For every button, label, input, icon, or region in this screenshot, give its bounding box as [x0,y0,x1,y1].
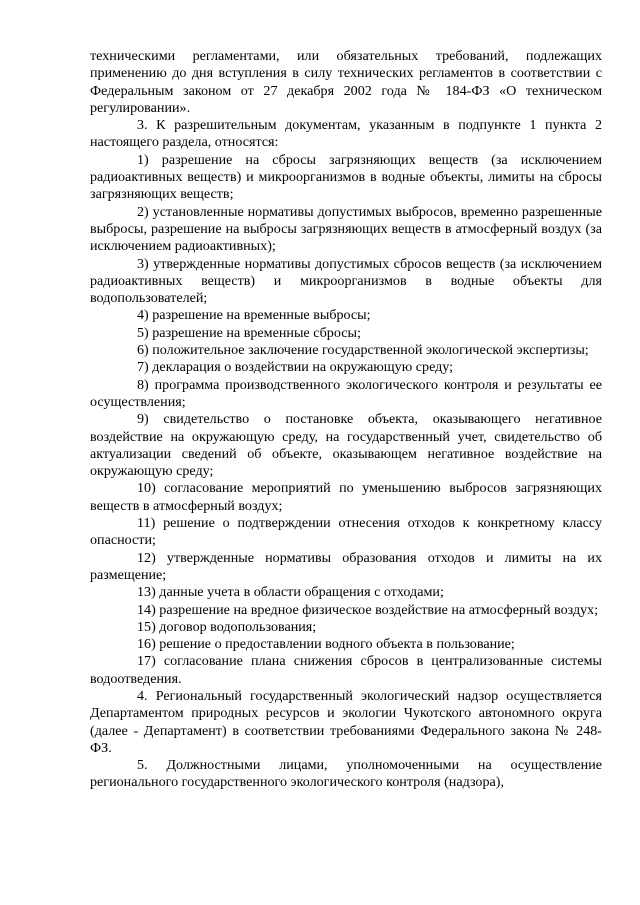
paragraph-item-5: 5. Должностными лицами, уполномоченными на осуществление регионального государственного экологического контроля (надзора), [90,757,602,791]
list-item-7: 7) декларация о воздействии на окружающую среду; [137,359,454,376]
list-item-12: 12) утвержденные нормативы образования отходов и лимиты на их размещение; [90,549,602,583]
list-item-15: 15) договор водопользования; [137,618,317,635]
list-item-16: 16) решение о предоставлении водного объекта в пользование; [137,636,515,653]
document-page [90,48,602,792]
list-item-6: 6) положительное заключение государственной экологической экспертизы; [137,342,589,359]
list-item-14: 14) разрешение на вредное физическое воздействие на атмосферный воздух; [137,601,599,618]
paragraph-item-4: 4. Региональный государственный экологический надзор осуществляется Департаментом природных ресурсов и экологии Чукотского автономного округа (далее - Департамент) в соответствии требованиями Федерального закона № 248-ФЗ. [90,687,602,756]
list-item-17: 17) согласование плана снижения сбросов в централизованные системы водоотведения. [90,653,602,687]
list-item-1: 1) разрешение на сбросы загрязняющих веществ (за исключением радиоактивных веществ) и микроорганизмов в водные объекты, лимиты на сбросы загрязняющих веществ; [90,151,602,203]
list-item-2: 2) установленные нормативы допустимых выбросов, временно разрешенные выбросы, разрешение на выбросы загрязняющих веществ в атмосферный воздух (за исключением радиоактивных); [90,203,602,255]
list-item-5: 5) разрешение на временные сбросы; [137,324,361,341]
list-item-11: 11) решение о подтверждении отнесения отходов к конкретному классу опасности; [90,515,602,549]
paragraph-continuation: техническими регламентами, или обязательных требований, подлежащих применению до дня вступления в силу технических регламентов в соответствии с Федеральным законом от 27 декабря 2002 года № 184-ФЗ «О техническом регулировании». [90,48,602,116]
list-item-3: 3) утвержденные нормативы допустимых сбросов веществ (за исключением радиоактивных веществ) и микроорганизмов в водные объекты для водопользователей; [90,255,602,307]
list-item-9: 9) свидетельство о постановке объекта, оказывающего негативное воздействие на окружающую среду, на государственный учет, свидетельство об актуализации сведений об объекте, оказывающем негативное воздействие на окружающую среду; [90,411,602,480]
list-item-8: 8) программа производственного экологического контроля и результаты ее осуществления; [90,376,602,410]
list-item-4: 4) разрешение на временные выбросы; [137,307,371,324]
list-item-13: 13) данные учета в области обращения с отходами; [137,584,444,601]
list-item-10: 10) согласование мероприятий по уменьшению выбросов загрязняющих веществ в атмосферный воздух; [90,480,602,514]
paragraph-item-3: 3. К разрешительным документам, указанным в подпункте 1 пункта 2 настоящего раздела, относятся: [90,117,602,151]
